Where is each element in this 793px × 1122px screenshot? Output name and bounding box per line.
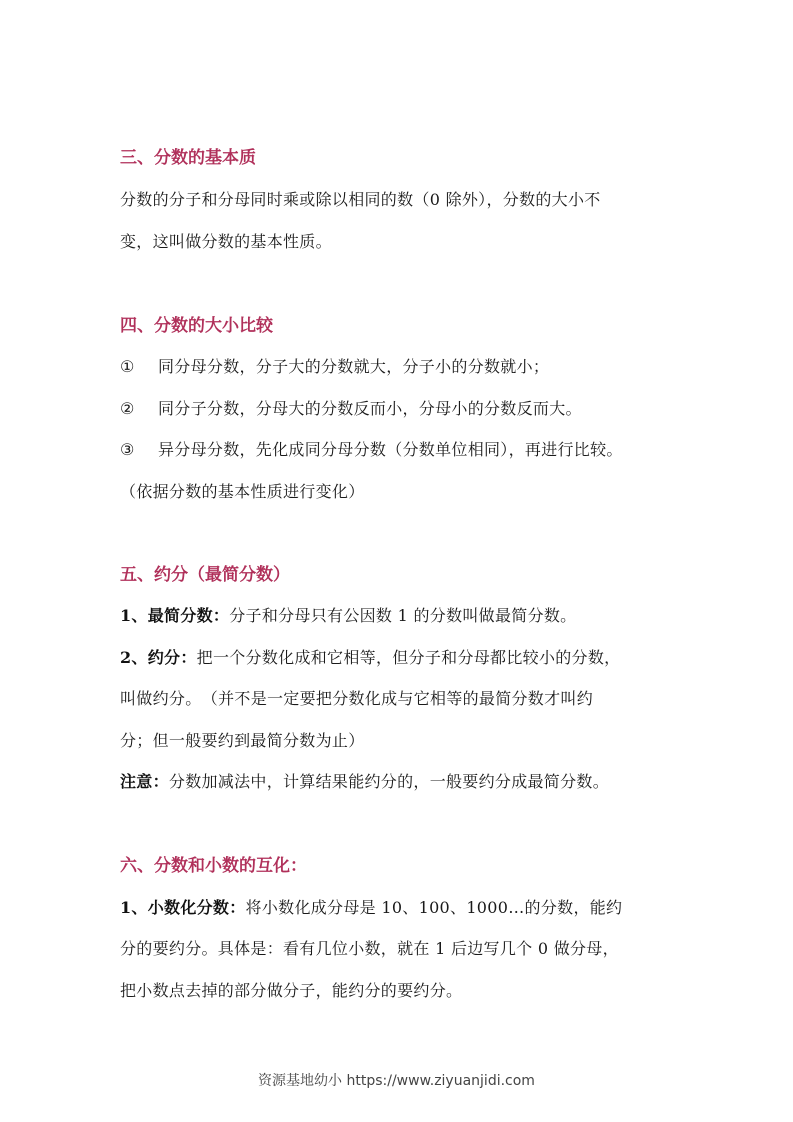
section-4-heading: 四、分数的大小比较 xyxy=(120,316,273,336)
term-label: 1、小数化分数： xyxy=(120,898,246,917)
section-4-note: （依据分数的基本性质进行变化） xyxy=(120,482,365,501)
term-text: 将小数化成分母是 10、100、1000…的分数，能约 xyxy=(245,898,623,917)
term-text: 把一个分数化成和它相等，但分子和分母都比较小的分数， xyxy=(196,648,621,667)
section-4-item-1 xyxy=(120,354,680,380)
note-label: 注意： xyxy=(120,772,169,791)
item-text: 同分子分数，分母大的分数反而小，分母小的分数反而大。 xyxy=(158,399,582,418)
footer-watermark: 资源基地幼小 https://www.ziyuanjidi.com xyxy=(258,1073,535,1089)
section-6-line-3: 把小数点去掉的部分做分子，能约分的要约分。 xyxy=(120,981,463,1000)
section-5-line-1 xyxy=(120,603,680,629)
item-marker: ② xyxy=(120,399,135,418)
section-4-item-2 xyxy=(120,396,680,422)
section-5-line-3: 叫做约分。 （并不是一定要把分数化成与它相等的最简分数才叫约 xyxy=(120,689,594,708)
section-6-line-2: 分的要约分。具体是：看有几位小数，就在 1 后边写几个 0 做分母， xyxy=(120,939,619,958)
item-marker: ① xyxy=(120,357,135,376)
term-label: 1、最简分数： xyxy=(120,606,230,625)
item-text: 异分母分数，先化成同分母分数（分数单位相同），再进行比较。 xyxy=(158,440,623,459)
term-label: 2、约分： xyxy=(120,648,197,667)
section-5-heading: 五、约分（最简分数） xyxy=(120,565,290,585)
section-5-note xyxy=(120,769,680,795)
section-5-line-2 xyxy=(120,645,680,671)
section-3-line-2: 变，这叫做分数的基本性质。 xyxy=(120,232,332,251)
item-marker: ③ xyxy=(120,440,135,459)
section-4-item-3 xyxy=(120,437,680,463)
term-text: 分子和分母只有公因数 1 的分数叫做最简分数。 xyxy=(229,606,577,625)
section-3-heading: 三、分数的基本质 xyxy=(120,148,256,168)
section-5-line-4: 分；但一般要约到最简分数为止） xyxy=(120,731,365,750)
item-text: 同分母分数，分子大的分数就大，分子小的分数就小； xyxy=(158,357,550,376)
note-text: 分数加减法中，计算结果能约分的，一般要约分成最简分数。 xyxy=(168,772,610,791)
section-6-line-1 xyxy=(120,895,680,921)
section-3-line-1: 分数的分子和分母同时乘或除以相同的数（0 除外），分数的大小不 xyxy=(120,190,601,209)
section-6-heading: 六、分数和小数的互化： xyxy=(120,856,307,876)
